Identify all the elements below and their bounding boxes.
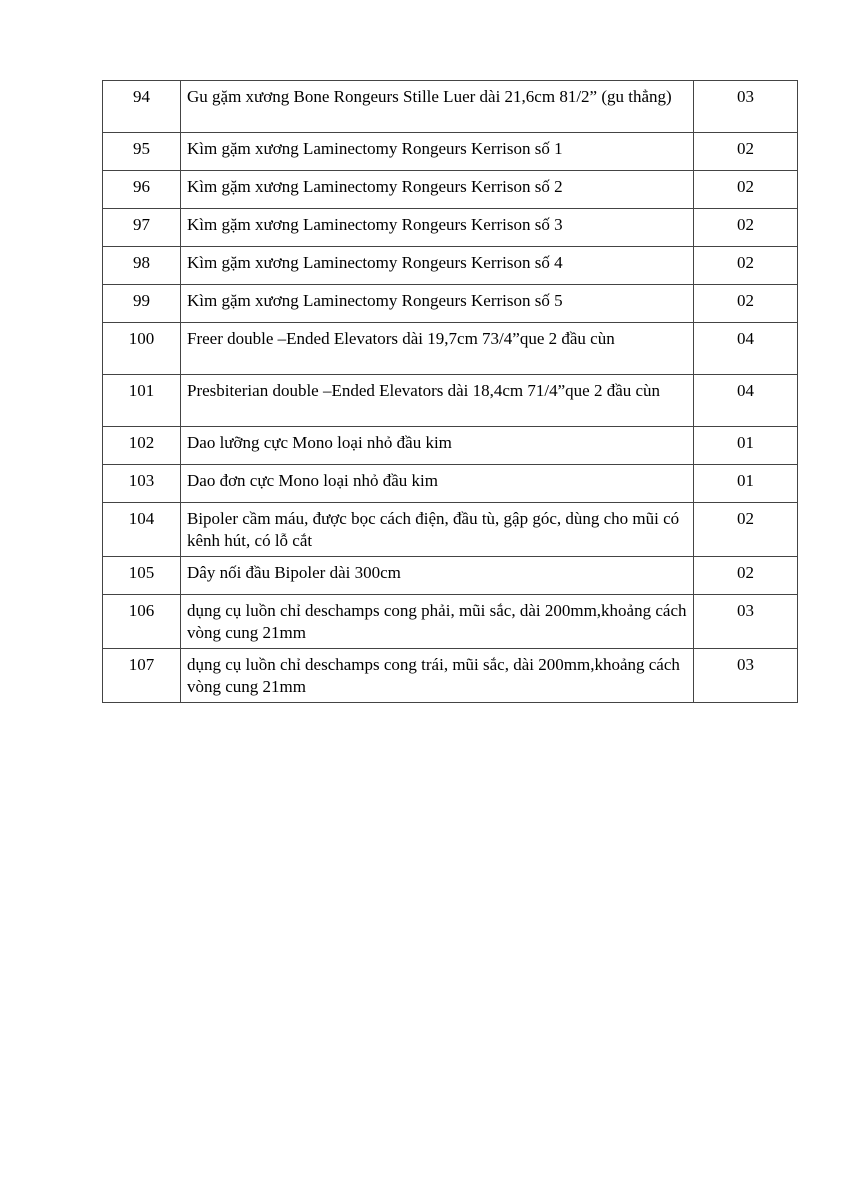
- row-description-cell: Gu gặm xương Bone Rongeurs Stille Luer dài 21,6cm 81/2” (gu thẳng): [181, 81, 694, 133]
- table-row: [103, 323, 798, 375]
- row-quantity-cell: 01: [694, 427, 798, 465]
- row-number-cell: 100: [103, 323, 181, 375]
- table-row: [103, 649, 798, 703]
- row-number-cell: 101: [103, 375, 181, 427]
- row-number-cell: 94: [103, 81, 181, 133]
- row-description-cell: Kìm gặm xương Laminectomy Rongeurs Kerrison số 5: [181, 285, 694, 323]
- row-number-cell: 97: [103, 209, 181, 247]
- row-quantity-cell: 01: [694, 465, 798, 503]
- row-number-cell: 95: [103, 133, 181, 171]
- row-quantity-cell: 02: [694, 503, 798, 557]
- row-quantity-cell: 02: [694, 557, 798, 595]
- table-row: [103, 209, 798, 247]
- row-quantity-cell: 04: [694, 323, 798, 375]
- table-row: [103, 81, 798, 133]
- row-description-cell: Kìm gặm xương Laminectomy Rongeurs Kerrison số 4: [181, 247, 694, 285]
- table-row: [103, 465, 798, 503]
- table-row: [103, 557, 798, 595]
- row-description-cell: Dao lưỡng cực Mono loại nhỏ đầu kim: [181, 427, 694, 465]
- table-row: [103, 285, 798, 323]
- table-row: [103, 247, 798, 285]
- row-description-cell: Dây nối đầu Bipoler dài 300cm: [181, 557, 694, 595]
- table-row: [103, 171, 798, 209]
- row-number-cell: 104: [103, 503, 181, 557]
- equipment-table: [102, 80, 798, 703]
- row-number-cell: 103: [103, 465, 181, 503]
- row-quantity-cell: 03: [694, 595, 798, 649]
- row-quantity-cell: 04: [694, 375, 798, 427]
- row-quantity-cell: 03: [694, 81, 798, 133]
- row-description-cell: Bipoler cầm máu, được bọc cách điện, đầu tù, gập góc, dùng cho mũi có kênh hút, có lỗ cắt: [181, 503, 694, 557]
- row-number-cell: 96: [103, 171, 181, 209]
- table-row: [103, 503, 798, 557]
- row-quantity-cell: 02: [694, 171, 798, 209]
- row-description-cell: Dao đơn cực Mono loại nhỏ đầu kim: [181, 465, 694, 503]
- row-quantity-cell: 02: [694, 133, 798, 171]
- row-number-cell: 102: [103, 427, 181, 465]
- table-row: [103, 133, 798, 171]
- row-quantity-cell: 02: [694, 285, 798, 323]
- row-description-cell: dụng cụ luồn chỉ deschamps cong phải, mũi sắc, dài 200mm,khoảng cách vòng cung 21mm: [181, 595, 694, 649]
- row-number-cell: 107: [103, 649, 181, 703]
- row-description-cell: Freer double –Ended Elevators dài 19,7cm 73/4”que 2 đầu cùn: [181, 323, 694, 375]
- row-number-cell: 105: [103, 557, 181, 595]
- row-quantity-cell: 02: [694, 247, 798, 285]
- table-row: [103, 427, 798, 465]
- row-quantity-cell: 02: [694, 209, 798, 247]
- row-description-cell: Presbiterian double –Ended Elevators dài 18,4cm 71/4”que 2 đầu cùn: [181, 375, 694, 427]
- row-description-cell: Kìm gặm xương Laminectomy Rongeurs Kerrison số 3: [181, 209, 694, 247]
- row-quantity-cell: 03: [694, 649, 798, 703]
- row-description-cell: Kìm gặm xương Laminectomy Rongeurs Kerrison số 2: [181, 171, 694, 209]
- table-row: [103, 375, 798, 427]
- row-description-cell: dụng cụ luồn chỉ deschamps cong trái, mũi sắc, dài 200mm,khoảng cách vòng cung 21mm: [181, 649, 694, 703]
- row-description-cell: Kìm gặm xương Laminectomy Rongeurs Kerrison số 1: [181, 133, 694, 171]
- row-number-cell: 106: [103, 595, 181, 649]
- row-number-cell: 99: [103, 285, 181, 323]
- equipment-table-body: [103, 81, 798, 703]
- row-number-cell: 98: [103, 247, 181, 285]
- table-row: [103, 595, 798, 649]
